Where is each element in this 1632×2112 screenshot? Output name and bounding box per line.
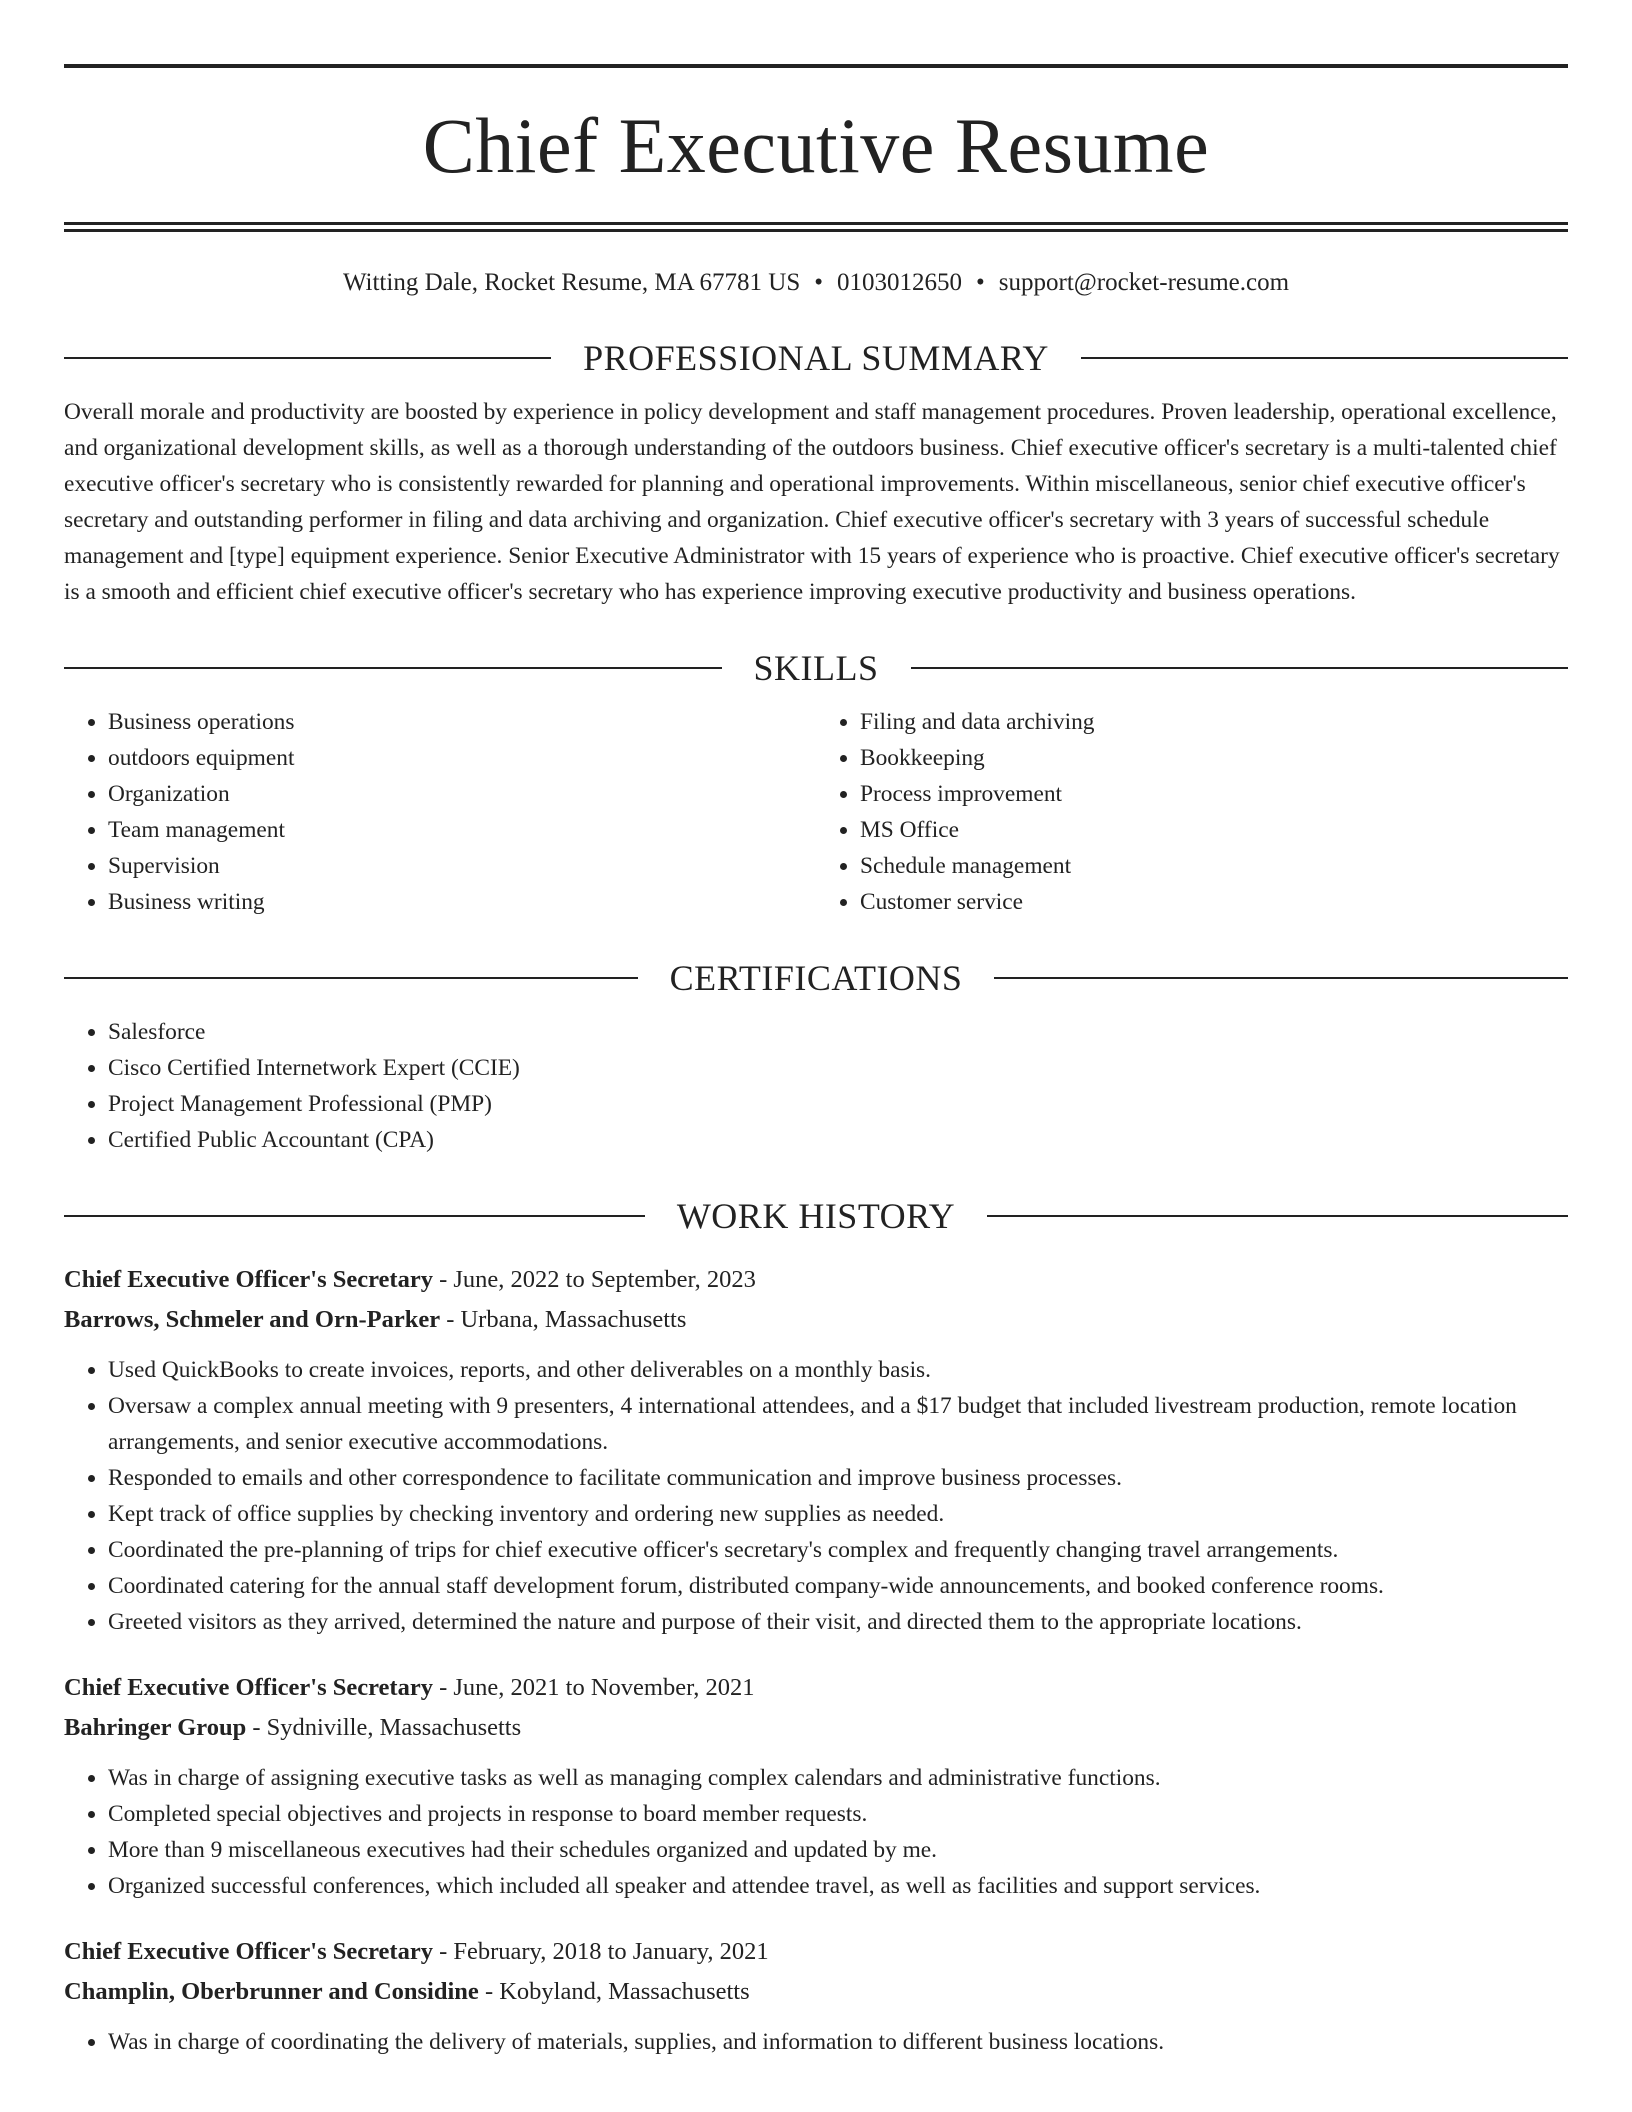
job-bullets — [64, 2024, 1568, 2060]
job-entry — [64, 1260, 1568, 1640]
skill-item: • Supervision — [108, 848, 816, 884]
skill-item: • Process improvement — [860, 776, 1568, 812]
job-bullet: • Greeted visitors as they arrived, determined the nature and purpose of their visit, and directed them to the appropriate locations. — [108, 1604, 1568, 1640]
contact-separator: • — [976, 269, 985, 296]
job-dates: - February, 2018 to January, 2021 — [432, 1938, 769, 1965]
section-title: SKILLS — [753, 648, 879, 688]
job-bullet: • Responded to emails and other correspondence to facilitate communication and improve business processes. — [108, 1460, 1568, 1496]
job-title: Chief Executive Officer's Secretary — [64, 1938, 433, 1965]
skill-item: • Team management — [108, 812, 816, 848]
job-company-line — [64, 1300, 1568, 1340]
certifications-block — [64, 1014, 1568, 1158]
skill-item: • Business operations — [108, 704, 816, 740]
skills-list-right — [816, 704, 1568, 920]
job-bullet: • Kept track of office supplies by checking inventory and ordering new supplies as needed. — [108, 1496, 1568, 1532]
job-bullet: • Was in charge of coordinating the delivery of materials, supplies, and information to different business locations. — [108, 2024, 1568, 2060]
top-rule — [64, 64, 1568, 68]
heading-rule-left — [64, 1215, 645, 1217]
job-location: - Kobyland, Massachusetts — [478, 1978, 750, 2005]
section-title: CERTIFICATIONS — [669, 958, 963, 998]
certification-item: • Salesforce — [108, 1014, 1568, 1050]
job-bullet: • Was in charge of assigning executive tasks as well as managing complex calendars and administrative functions. — [108, 1760, 1568, 1796]
job-bullet: • Oversaw a complex annual meeting with 9 presenters, 4 international attendees, and a $17 budget that included livestream production, remote location arrangements, and senior executive accommodations. — [108, 1388, 1568, 1460]
section-heading-work-history — [64, 1194, 1568, 1238]
contact-email: support@rocket-resume.com — [998, 269, 1290, 296]
heading-rule-left — [64, 667, 722, 669]
heading-rule-left — [64, 357, 551, 359]
skill-item: • outdoors equipment — [108, 740, 816, 776]
job-bullets — [64, 1760, 1568, 1904]
job-title: Chief Executive Officer's Secretary — [64, 1674, 433, 1701]
skill-item: • Schedule management — [860, 848, 1568, 884]
job-title-line — [64, 1668, 1568, 1708]
contact-address: Witting Dale, Rocket Resume, MA 67781 US — [342, 269, 801, 296]
section-heading-summary — [64, 336, 1568, 380]
job-entry — [64, 1668, 1568, 1904]
contact-phone: 0103012650 — [837, 269, 962, 296]
job-location: - Urbana, Massachusetts — [440, 1306, 687, 1333]
title-double-rule — [64, 222, 1568, 232]
skill-item: • Filing and data archiving — [860, 704, 1568, 740]
skill-item: • Business writing — [108, 884, 816, 920]
job-title-line — [64, 1932, 1568, 1972]
certifications-list — [64, 1014, 1568, 1158]
resume-page — [64, 64, 1568, 2060]
job-dates: - June, 2022 to September, 2023 — [432, 1266, 756, 1293]
certification-item: • Project Management Professional (PMP) — [108, 1086, 1568, 1122]
skills-list-left — [64, 704, 816, 920]
heading-rule-right — [1081, 357, 1568, 359]
job-bullet: • Used QuickBooks to create invoices, reports, and other deliverables on a monthly basis. — [108, 1352, 1568, 1388]
job-company: Champlin, Oberbrunner and Considine — [64, 1978, 479, 2005]
job-title: Chief Executive Officer's Secretary — [64, 1266, 433, 1293]
section-heading-skills — [64, 646, 1568, 690]
skill-item: • Bookkeeping — [860, 740, 1568, 776]
heading-rule-left — [64, 977, 638, 979]
skills-columns — [64, 704, 1568, 920]
job-company: Barrows, Schmeler and Orn-Parker — [64, 1306, 441, 1333]
section-heading-certifications — [64, 956, 1568, 1000]
job-location: - Sydniville, Massachusetts — [246, 1714, 522, 1741]
heading-rule-right — [987, 1215, 1568, 1217]
job-dates: - June, 2021 to November, 2021 — [432, 1674, 755, 1701]
contact-separator: • — [814, 269, 823, 296]
heading-rule-right — [994, 977, 1568, 979]
job-company-line — [64, 1708, 1568, 1748]
page-title: Chief Executive Resume — [422, 102, 1210, 189]
job-title-line — [64, 1260, 1568, 1300]
contact-line — [64, 266, 1568, 300]
skill-item: • Organization — [108, 776, 816, 812]
job-bullets — [64, 1352, 1568, 1640]
skill-item: • MS Office — [860, 812, 1568, 848]
job-bullet: • Organized successful conferences, which included all speaker and attendee travel, as well as facilities and support services. — [108, 1868, 1568, 1904]
job-company-line — [64, 1972, 1568, 2012]
skill-item: • Customer service — [860, 884, 1568, 920]
section-title: PROFESSIONAL SUMMARY — [583, 338, 1049, 378]
job-company: Bahringer Group — [64, 1714, 247, 1741]
job-entry — [64, 1932, 1568, 2060]
job-bullet: • Coordinated the pre-planning of trips for chief executive officer's secretary's complex and frequently changing travel arrangements. — [108, 1532, 1568, 1568]
job-bullet: • Completed special objectives and projects in response to board member requests. — [108, 1796, 1568, 1832]
certification-item: • Cisco Certified Internetwork Expert (CCIE) — [108, 1050, 1568, 1086]
section-title: WORK HISTORY — [676, 1196, 956, 1236]
certification-item: • Certified Public Accountant (CPA) — [108, 1122, 1568, 1158]
summary-paragraph: Overall morale and productivity are boosted by experience in policy development and staff management procedures. Proven leadership, operational excellence, and organizational development skills, as well as a thorough understanding of the outdoors business. Chief executive officer's secretary is a multi-talented chief executive officer's secretary who is consistently rewarded for planning and operational improvements. Within miscellaneous, senior chief executive officer's secretary and outstanding performer in filing and data archiving and organization. Chief executive officer's secretary with 3 years of successful schedule management and [type] equipment experience. Senior Executive Administrator with 15 years of experience who is proactive. Chief executive officer's secretary is a smooth and efficient chief executive officer's secretary who has experience improving executive productivity and business operations. — [64, 399, 1560, 605]
job-bullet: • Coordinated catering for the annual staff development forum, distributed company-wide announcements, and booked conference rooms. — [108, 1568, 1568, 1604]
heading-rule-right — [911, 667, 1569, 669]
job-bullet: • More than 9 miscellaneous executives had their schedules organized and updated by me. — [108, 1832, 1568, 1868]
